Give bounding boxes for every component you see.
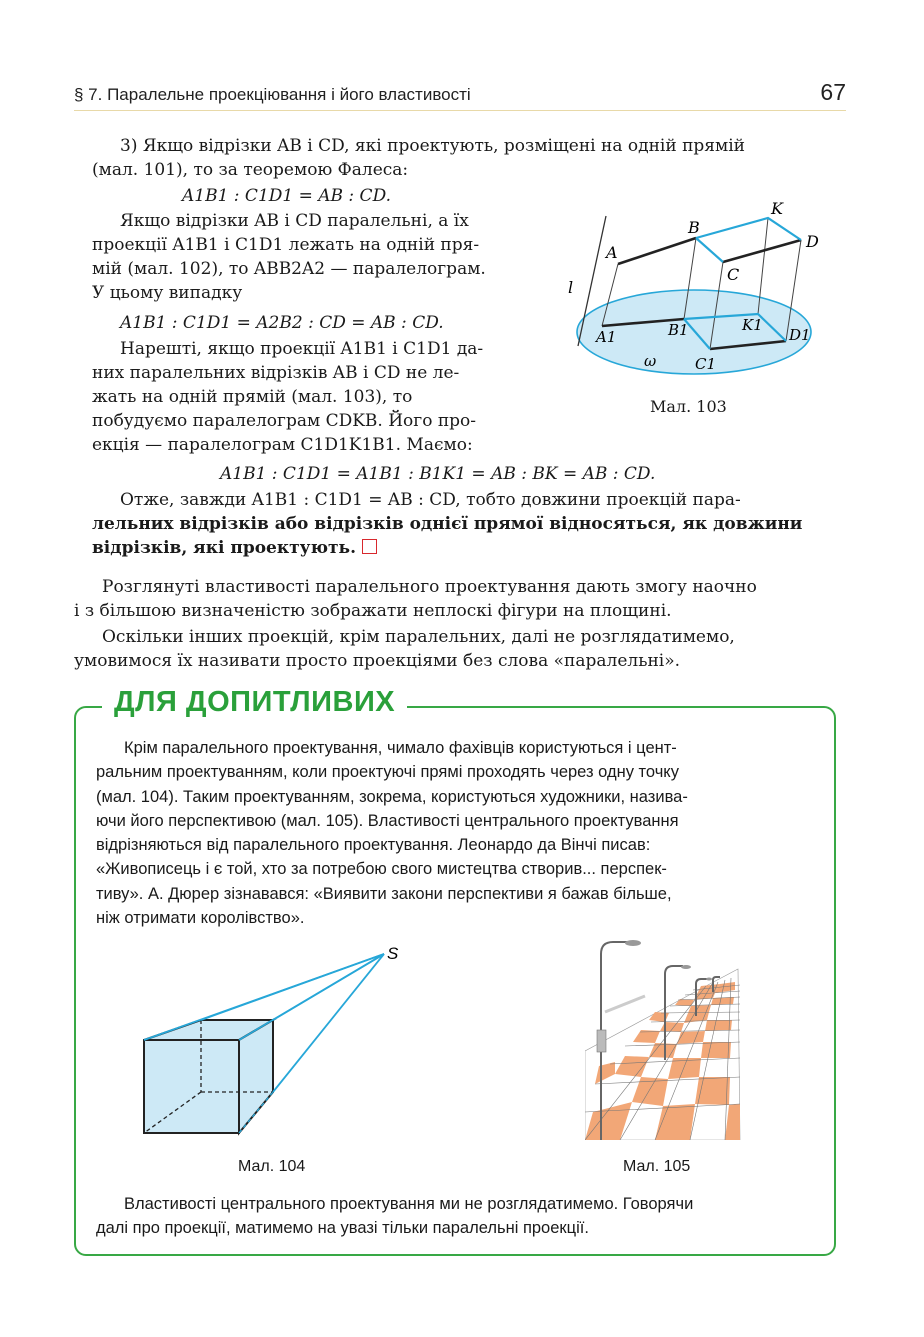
label-s: S [387, 944, 399, 963]
page-header [74, 78, 846, 111]
text-line: (мал. 101), то за теоремою Фалеса: [92, 160, 409, 180]
text-line: Властивості центрального проектування ми не розглядатимемо. Говорячи [124, 1195, 694, 1213]
formula-3: A1B1 : C1D1 = A1B1 : B1K1 = AB : BK = AB : CD. [220, 464, 656, 484]
text-line: мій (мал. 102), то ABB2A2 — паралелограм. [92, 259, 486, 279]
paragraph-1 [92, 134, 838, 182]
label-k1: K1 [742, 316, 763, 334]
qed-square-icon [362, 539, 377, 554]
box-title: ДЛЯ ДОПИТЛИВИХ [102, 686, 407, 719]
figure-104 [134, 940, 414, 1140]
text-line: Отже, завжди A1B1 : C1D1 = AB : CD, тобто довжини проекцій пара- [120, 490, 741, 510]
cube-front-face [144, 1040, 239, 1133]
box-conclusion [96, 1192, 818, 1241]
text-line: побудуємо паралелограм CDKB. Його про- [92, 411, 477, 431]
figure-105 [585, 934, 745, 1140]
text-line: них паралельних відрізків AB і CD не ле- [92, 363, 460, 383]
text-line: і з більшою визначеністю зображати неплоскі фігури на площині. [74, 601, 672, 621]
paragraph-3 [92, 337, 512, 457]
text-line: Якщо відрізки AB і CD паралельні, а їх [120, 211, 469, 231]
text-line: Розглянуті властивості паралельного проектування дають змогу наочно [102, 577, 757, 597]
label-b1: B1 [668, 321, 689, 339]
text-line: ніж отримати королівство». [96, 909, 305, 928]
figure-105-caption: Мал. 105 [623, 1158, 691, 1175]
label-c1: C1 [695, 355, 717, 373]
paragraph-4 [92, 488, 838, 560]
label-l: l [568, 278, 574, 297]
segment-cd [723, 240, 801, 262]
text-line: жать на одній прямій (мал. 103), то [92, 387, 413, 407]
paragraph-5 [74, 575, 838, 623]
text-line: «Живописець і є той, хто за потребою свого мистецтва створив... перспек- [96, 860, 667, 879]
text-line: (мал. 104). Таким проектуванням, зокрема, користуються художники, назива- [96, 787, 688, 806]
text-span: відрізків, які проектують. [92, 538, 356, 558]
label-b: B [688, 218, 700, 237]
paragraph-2 [92, 209, 512, 305]
text-line: лельних відрізків або відрізків однієї прямої відносяться, як довжини [92, 514, 803, 534]
label-a: A [606, 243, 618, 262]
text-line-last [92, 536, 838, 560]
text-line: Крім паралельного проектування, чимало фахівців користуються і цент- [124, 739, 677, 757]
text-line: ючи його перспективою (мал. 105). Властивості центрального проектування [96, 811, 679, 830]
page-number: 67 [820, 79, 846, 105]
label-k: K [771, 199, 783, 218]
formula-2: A1B1 : C1D1 = A2B2 : CD = AB : CD. [120, 313, 444, 333]
text-line: У цьому випадку [92, 283, 243, 303]
figure-103 [560, 196, 830, 392]
figure-103-caption: Мал. 103 [650, 397, 727, 416]
segment-ab [618, 238, 696, 264]
segment-bc [696, 238, 723, 262]
text-line: умовимося їх називати просто проекціями без слова «паралельні». [74, 651, 681, 671]
label-omega: ω [644, 352, 657, 370]
text-line: ральним проектуванням, коли проектуючі прямі проходять через одну точку [96, 763, 679, 782]
paragraph-6 [74, 625, 838, 673]
text-line: тиву». А. Дюрер зізнавався: «Виявити закони перспективи я бажав більше, [96, 884, 672, 903]
label-d: D [806, 232, 819, 251]
lamp-base [597, 1030, 606, 1052]
text-line: далі про проекції, матимемо на увазі тільки паралельні проекції. [96, 1219, 589, 1238]
text-line: екція — паралелограм C1D1K1B1. Маємо: [92, 435, 473, 455]
text-line: 3) Якщо відрізки AB і CD, які проектують, розміщені на одній прямій [120, 136, 746, 156]
text-line: Нарешті, якщо проекції A1B1 і C1D1 да- [120, 339, 484, 359]
parallelogram-cdkb [696, 218, 801, 240]
label-a1: A1 [596, 328, 617, 346]
box-paragraph [96, 736, 818, 930]
figure-104-caption: Мал. 104 [238, 1158, 306, 1175]
text-line: відрізняються від паралельного проектування. Леонардо да Вінчі писав: [96, 836, 651, 855]
label-d1: D1 [789, 326, 811, 344]
section-title: § 7. Паралельне проекціювання і його властивості [74, 85, 471, 104]
text-line: Оскільки інших проекцій, крім паралельних, далі не розглядатимемо, [102, 627, 735, 647]
text-line: проекції A1B1 і C1D1 лежать на одній пря- [92, 235, 480, 255]
formula-1: A1B1 : C1D1 = AB : CD. [182, 186, 391, 206]
wall-line [605, 996, 645, 1012]
label-c: C [727, 265, 740, 284]
lamp-heads [625, 940, 712, 981]
